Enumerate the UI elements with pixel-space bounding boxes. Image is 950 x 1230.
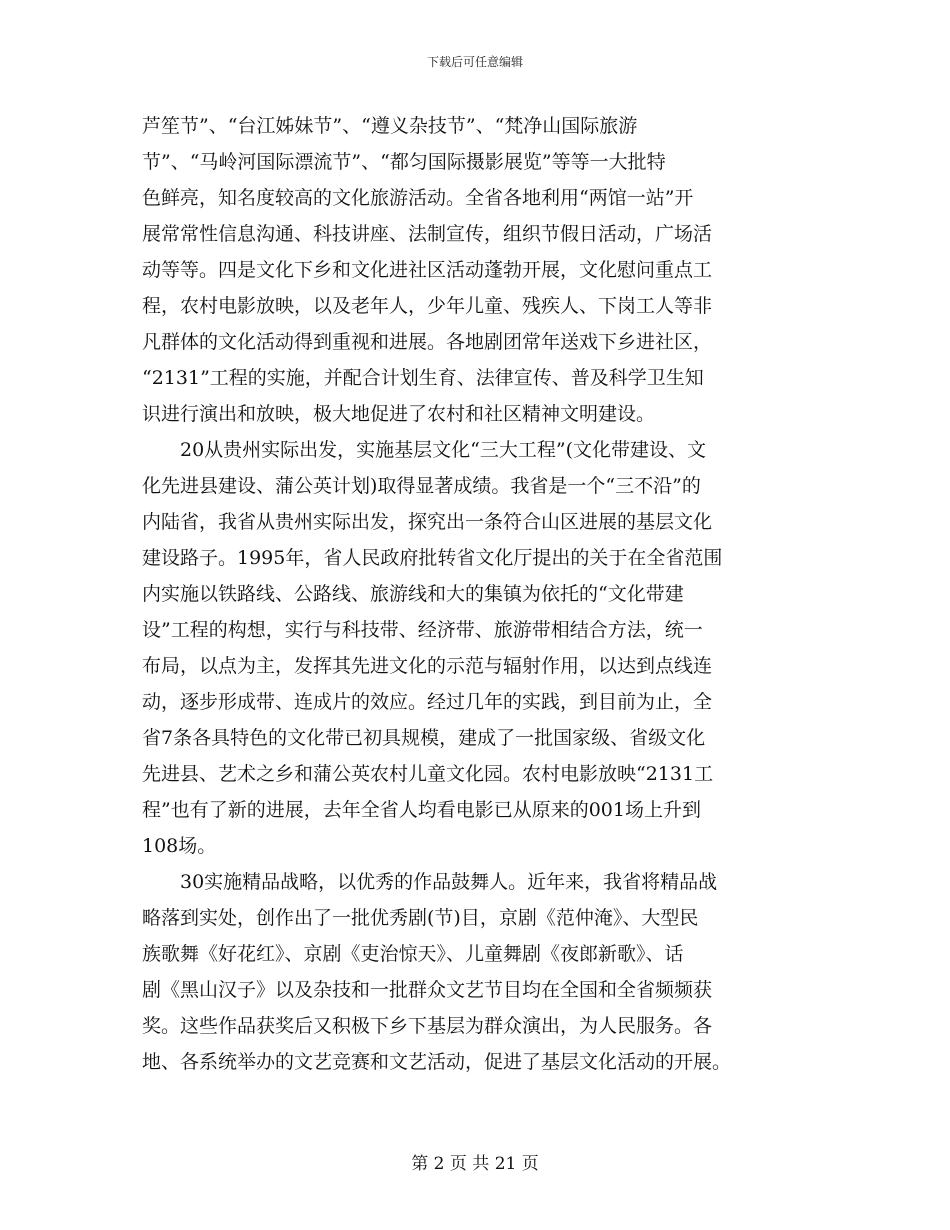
- text-line: 内陆省，我省从贵州实际出发，探究出一条符合山区进展的基层文化: [142, 511, 713, 533]
- text-line: 内实施以铁路线、公路线、旅游线和大的集镇为依托的“文化带建: [142, 583, 684, 605]
- text-line: 20从贵州实际出发，实施基层文化“三大工程”(文化带建设、文: [142, 439, 707, 461]
- text-line: 地、各系统举办的文艺竞赛和文艺活动，促进了基层文化活动的开展。: [142, 1051, 732, 1073]
- text-line: 建设路子。1995年，省人民政府批转省文化厅提出的关于在全省范围: [142, 547, 723, 569]
- page-header: 下载后可任意编辑: [426, 55, 523, 69]
- document-body: [142, 108, 814, 1080]
- text-line: 30实施精品战略，以优秀的作品鼓舞人。近年来，我省将精品战: [142, 871, 718, 893]
- text-line: 略落到实处，创作出了一批优秀剧(节)目，京剧《范仲淹》、大型民: [142, 907, 699, 929]
- text-line: 程”也有了新的进展，去年全省人均看电影已从原来的001场上升到: [142, 799, 701, 821]
- text-line: 化先进县建设、蒲公英计划)取得显著成绩。我省是一个“三不沿”的: [142, 475, 701, 497]
- page-number: 第 2 页 共 21 页: [411, 1154, 539, 1174]
- text-line: 省7条各具特色的文化带已初具规模，建成了一批国家级、省级文化: [142, 727, 706, 749]
- text-line: 展常常性信息沟通、科技讲座、法制宣传，组织节假日活动，广场活: [142, 223, 713, 245]
- text-line: 动等等。四是文化下乡和文化进社区活动蓬勃开展，文化慰问重点工: [142, 259, 713, 281]
- text-line: “2131”工程的实施，并配合计划生育、法律宣传、普及科学卫生知: [142, 367, 704, 389]
- text-line: 剧《黑山汉子》以及杂技和一批群众文艺节目均在全国和全省频频获: [142, 979, 713, 1001]
- text-line: 设”工程的构想，实行与科技带、经济带、旅游带相结合方法，统一: [142, 619, 703, 641]
- text-line: 凡群体的文化活动得到重视和进展。各地剧团常年送戏下乡进社区，: [142, 331, 713, 353]
- text-line: 族歌舞《好花红》、京剧《吏治惊天》、儿童舞剧《夜郎新歌》、话: [142, 943, 684, 965]
- text-line: 程，农村电影放映，以及老年人，少年儿童、残疾人、下岗工人等非: [142, 295, 713, 317]
- text-line: 先进县、艺术之乡和蒲公英农村儿童文化园。农村电影放映“2131工: [142, 763, 714, 785]
- text-line: 动，逐步形成带、连成片的效应。经过几年的实践，到目前为止，全: [142, 691, 713, 713]
- text-line: 色鲜亮，知名度较高的文化旅游活动。全省各地利用“两馆一站”开: [142, 187, 694, 209]
- text-line: 布局，以点为主，发挥其先进文化的示范与辐射作用，以达到点线连: [142, 655, 713, 677]
- text-line: 节”、“马岭河国际漂流节”、“都匀国际摄影展览”等等一大批特: [142, 151, 666, 173]
- text-line: 奖。这些作品获奖后又积极下乡下基层为群众演出，为人民服务。各: [142, 1015, 713, 1037]
- text-line: 芦笙节”、“台江姊妹节”、“遵义杂技节”、“梵净山国际旅游: [142, 115, 638, 137]
- text-line: 识进行演出和放映，极大地促进了农村和社区精神文明建设。: [142, 403, 656, 425]
- text-line: 108场。: [142, 835, 217, 857]
